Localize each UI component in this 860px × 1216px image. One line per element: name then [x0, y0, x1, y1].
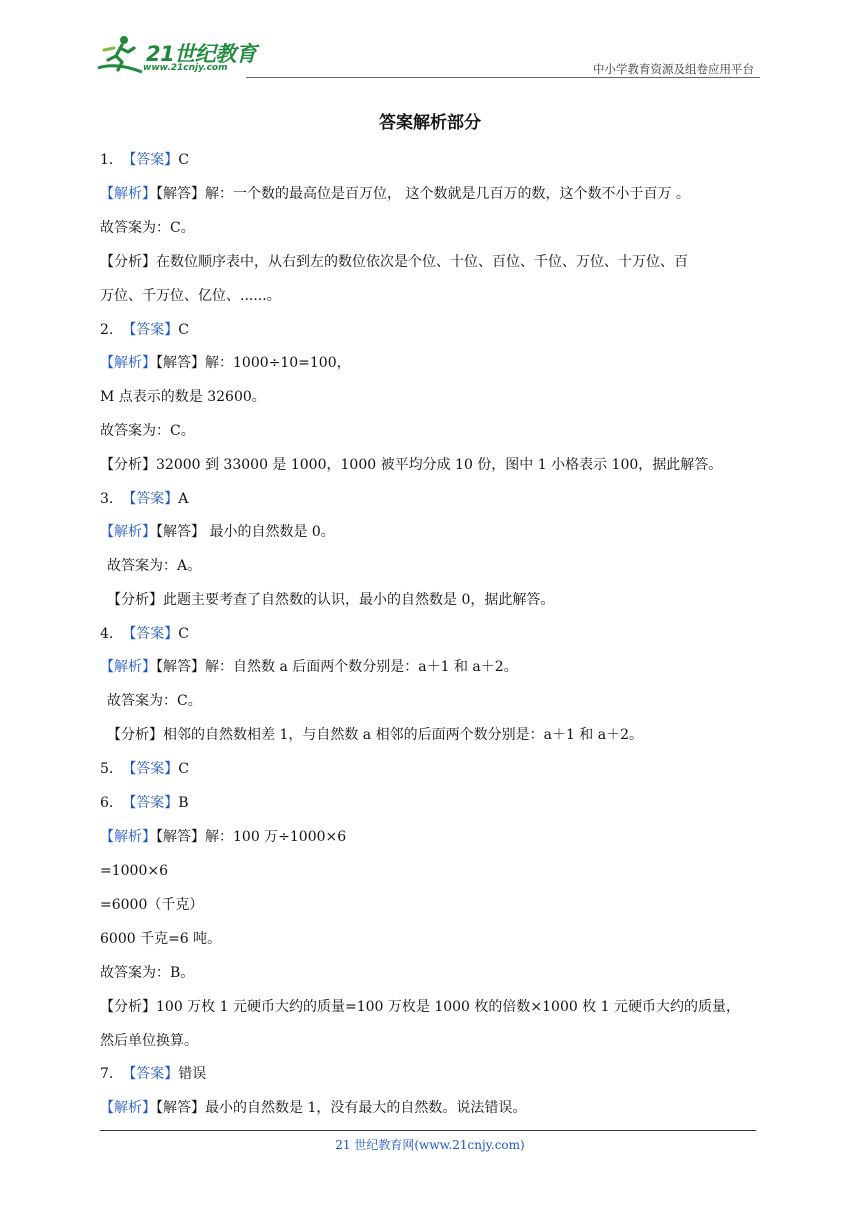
answer-value: C — [178, 626, 189, 642]
analysis-head-label: 【解析】 — [100, 186, 156, 202]
question-number: 7. — [100, 1066, 114, 1082]
q6-analysis-cont: 然后单位换算。 — [100, 1033, 198, 1049]
footer-link[interactable]: 21 世纪教育网(www.21cnjy.com) — [335, 1138, 525, 1152]
solution-label: 【解答】 — [156, 1100, 205, 1116]
analysis-text: 100 万枚 1 元硬币大约的质量=100 万枚是 1000 枚的倍数×1000 枚 1 元硬币大约的质量， — [156, 999, 741, 1015]
answer-value: C — [178, 152, 189, 168]
question-number: 3. — [100, 491, 114, 507]
q1-conclusion: 故答案为：C。 — [100, 220, 195, 236]
solution-text: 解：一个数的最高位是百万位， 这个数就是几百万的数，这个数不小于百万 。 — [205, 186, 690, 202]
footer-divider — [100, 1130, 756, 1131]
q3-answer-line — [100, 489, 188, 509]
q6-solution-line-3: =6000（千克） — [100, 897, 204, 913]
solution-label: 【解答】 — [156, 829, 205, 845]
logo-url-text: www.21cnjy.com — [143, 63, 228, 73]
logo-brand-text: 21世纪教育 — [146, 42, 257, 66]
question-number: 6. — [100, 795, 114, 811]
q2-answer-line — [100, 320, 189, 340]
question-number: 4. — [100, 626, 114, 642]
q2-solution-line-2: M 点表示的数是 32600。 — [100, 389, 266, 405]
q6-analysis-line — [100, 997, 740, 1017]
q4-conclusion: 故答案为：C。 — [107, 693, 202, 709]
answer-label: 【答案】 — [122, 626, 179, 642]
q4-solution-line — [100, 657, 518, 677]
page-header — [96, 32, 760, 78]
solution-text: 解：1000÷10=100， — [205, 355, 351, 371]
solution-text: 解：自然数 a 后面两个数分别是：a＋1 和 a＋2。 — [205, 659, 518, 675]
q7-answer-line — [100, 1064, 206, 1084]
analysis-label: 【分析】 — [107, 592, 163, 608]
q1-answer-line — [100, 150, 189, 170]
analysis-head-label: 【解析】 — [100, 1100, 156, 1116]
answer-label: 【答案】 — [122, 795, 179, 811]
q2-conclusion: 故答案为：C。 — [100, 423, 195, 439]
analysis-text: 在数位顺序表中，从右到左的数位依次是个位、十位、百位、千位、万位、十万位、百 — [156, 254, 688, 270]
q1-analysis-line — [100, 252, 688, 272]
analysis-label: 【分析】 — [107, 727, 163, 743]
solution-text: 最小的自然数是 1，没有最大的自然数。说法错误。 — [205, 1100, 527, 1116]
q3-conclusion: 故答案为：A。 — [107, 558, 202, 574]
analysis-head-label: 【解析】 — [100, 829, 156, 845]
analysis-label: 【分析】 — [100, 999, 156, 1015]
q3-solution-line — [100, 522, 335, 542]
answer-label: 【答案】 — [122, 491, 179, 507]
analysis-label: 【分析】 — [100, 254, 156, 270]
answer-value: C — [178, 322, 189, 338]
answer-label: 【答案】 — [122, 322, 179, 338]
solution-label: 【解答】 — [156, 355, 205, 371]
question-number: 2. — [100, 322, 114, 338]
q4-analysis-line — [107, 725, 643, 745]
answer-label: 【答案】 — [122, 152, 179, 168]
q3-analysis-line — [107, 590, 554, 610]
answer-label: 【答案】 — [122, 761, 179, 777]
analysis-head-label: 【解析】 — [100, 524, 156, 540]
solution-text: 解：100 万÷1000×6 — [205, 829, 347, 845]
header-divider — [246, 77, 760, 78]
analysis-head-label: 【解析】 — [100, 659, 156, 675]
solution-label: 【解答】 — [156, 659, 205, 675]
question-number: 5. — [100, 761, 114, 777]
solution-text: 最小的自然数是 0。 — [205, 524, 335, 540]
q1-analysis-cont: 万位、千万位、亿位、......。 — [100, 288, 281, 304]
analysis-label: 【分析】 — [100, 457, 156, 473]
runner-logo-icon — [96, 32, 146, 78]
q6-conclusion: 故答案为：B。 — [100, 965, 195, 981]
answer-value: A — [178, 491, 189, 507]
answer-value: 错误 — [178, 1066, 207, 1082]
platform-name: 中小学教育资源及组卷应用平台 — [593, 62, 754, 76]
q2-analysis-line — [100, 455, 722, 475]
analysis-text: 32000 到 33000 是 1000，1000 被平均分成 10 份，图中 1 小格表示 100，据此解答。 — [156, 457, 723, 473]
answer-value: B — [178, 795, 189, 811]
q2-solution-line — [100, 353, 351, 373]
solution-label: 【解答】 — [156, 524, 205, 540]
q6-solution-line-2: =1000×6 — [100, 863, 168, 879]
analysis-head-label: 【解析】 — [100, 355, 156, 371]
answer-label: 【答案】 — [122, 1066, 179, 1082]
analysis-text: 相邻的自然数相差 1，与自然数 a 相邻的后面两个数分别是：a＋1 和 a＋2。 — [163, 727, 644, 743]
q4-answer-line — [100, 624, 189, 644]
q1-solution-line — [100, 184, 690, 204]
q6-answer-line — [100, 793, 189, 813]
question-number: 1. — [100, 152, 114, 168]
solution-label: 【解答】 — [156, 186, 205, 202]
q7-solution-line — [100, 1098, 526, 1118]
answer-value: C — [178, 761, 189, 777]
analysis-text: 此题主要考查了自然数的认识，最小的自然数是 0，据此解答。 — [163, 592, 555, 608]
q5-answer-line — [100, 759, 189, 779]
q6-solution-line — [100, 827, 346, 847]
page-title: 答案解析部分 — [379, 113, 481, 133]
q6-solution-line-4: 6000 千克=6 吨。 — [100, 931, 222, 947]
site-logo[interactable] — [96, 32, 266, 78]
